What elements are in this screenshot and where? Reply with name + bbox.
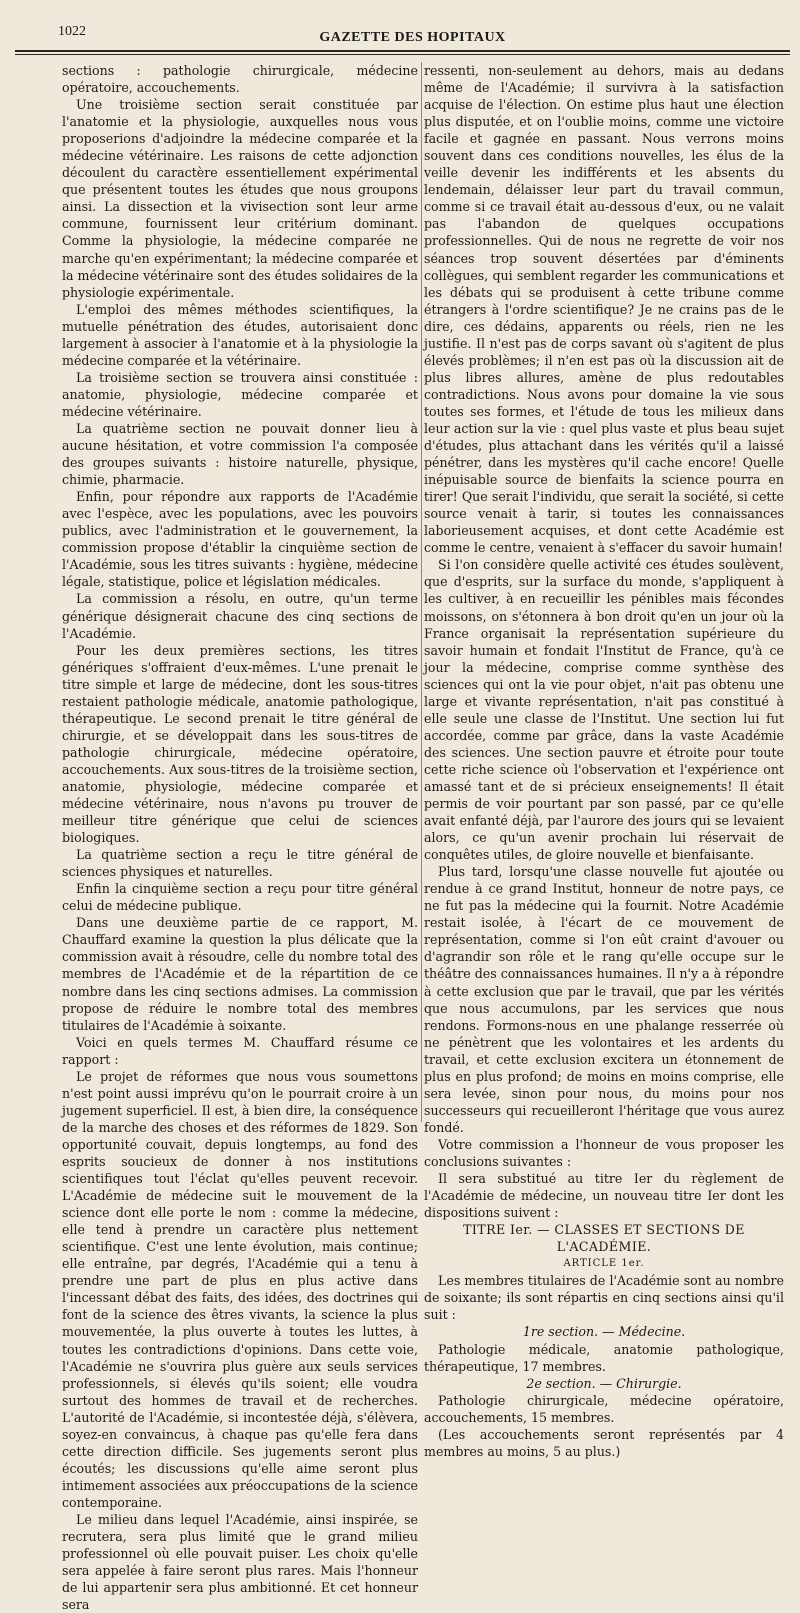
section-text: Pathologie médicale, anatomie pathologique, thérapeutique, 17 membres. — [424, 1341, 784, 1374]
paragraph: Le milieu dans lequel l'Académie, ainsi inspirée, se recrutera, sera plus limité que le grand milieu professionnel où elle pouvait puiser. Les choix qu'elle sera appelée à faire seront plus rares. Mais l'honneur de lui appartenir sera plus ambitionné. Et cet honneur sera — [62, 1511, 418, 1613]
paragraph: Une troisième section serait constituée par l'anatomie et la physiologie, auxquelles nous vous proposerions d'adjoindre la médecine comparée et la médecine vétérinaire. Les raisons de cette adjonction découlent du caractère essentiellement expérimental que présentent toutes les études que nous groupons ainsi. La dissection et la vivisection sont leur arme commune, fournissent leur critérium dominant. Comme la physiologie, la médecine comparée ne marche qu'en expérimentant; la médecine comparée et la médecine vétérinaire sont des études solidaires de la physiologie expérimentale. — [62, 97, 418, 300]
paragraph: Enfin, pour répondre aux rapports de l'Académie avec l'espèce, avec les populations, avec les pouvoirs publics, avec l'administration et le gouvernement, la commission propose d'établir la cinquième section de l'Académie, sous les titres suivants : hygiène, médecine légale, statistique, police et législation médicales. — [62, 489, 418, 590]
left-column — [62, 62, 418, 1613]
paragraph: La commission a résolu, en outre, qu'un terme générique désignerait chacune des cinq sections de l'Académie. — [62, 591, 418, 641]
section-heading-text: 2e section. — Chirurgie. — [526, 1375, 682, 1391]
paragraph: L'emploi des mêmes méthodes scientifiques, la mutuelle pénétration des études, autorisaient donc largement à associer à l'anatomie et à la physiologie la médecine comparée et la vétérinaire. — [62, 301, 418, 368]
paragraph: La quatrième section a reçu le titre général de sciences physiques et naturelles. — [62, 847, 418, 880]
header-rule-thin — [15, 54, 790, 55]
column-divider — [421, 62, 422, 1122]
section-text: Pathologie chirurgicale, médecine opératoire, accouchements, 15 membres. — [424, 1392, 784, 1425]
article-heading: ARTICLE 1er. — [563, 1258, 645, 1270]
paragraph: Pour les deux premières sections, les titres génériques s'offraient d'eux-mêmes. L'une prenait le titre simple et large de médecine, dont les sous-titres restaient pathologie médicale, anatomie pathologique, thérapeutique. Le second prenait le titre général de chirurgie, et se développait dans les sous-titres de pathologie chirurgicale, médecine opératoire, accouchements. Aux sous-titres de la troisième section, anatomie, physiologie, médecine comparée et médecine vétérinaire, nous n'avons pu trouver de meilleur titre générique que celui de sciences biologiques. — [62, 642, 418, 846]
article-text: Les membres titulaires de l'Académie sont au nombre de soixante; ils sont répartis en cinq sections ainsi qu'il suit : — [424, 1273, 784, 1323]
paragraph: Le projet de réformes que nous vous soumettons n'est point aussi imprévu qu'on le pourrait croire à un jugement superficiel. Il est, à bien dire, la conséquence de la marche des choses et des réformes de 1829. Son opportunité couvait, depuis longtemps, au fond des esprits soucieux de donner à nos institutions scientifiques tout l'éclat qu'elles peuvent recevoir. L'Académie de médecine suit le mouvement de la science dont elle porte le nom : comme la médecine, elle tend à prendre un caractère plus nettement scientifique. C'est une lente évolution, mais continue; elle entraîne, par degrés, l'Académie qui a tenu à prendre une part de plus en plus active dans l'incessant débat des faits, des idées, des doctrines qui font de la science des êtres vivants, la science la plus mouvementée, la plus ouverte à toutes les luttes, à toutes les contradictions d'opinions. Dans cette voie, l'Académie ne s'ouvrira plus guère aux seuls services professionnels, si élevés qu'ils soient; elle voudra surtout des hommes de travail et de recherches. L'autorité de l'Académie, si incontestée déjà, s'élèvera, soyez-en convaincus, à chaque pas qu'elle fera dans cette direction difficile. Ses jugements seront plus écoutés; les discussions qu'elle aime seront plus intimement associées aux préoccupations de la science contemporaine. — [62, 1068, 418, 1510]
paragraph: Plus tard, lorsqu'une classe nouvelle fut ajoutée ou rendue à ce grand Institut, honneur de notre pays, ce ne fut pas la médecine qui la fournit. Notre Académie restait isolée, à l'écart de ce mouvement de représentation, comme si l'on eût craint d'avouer ou d'agrandir son rôle et le rang qu'elle occupe sur le théâtre des connaissances humaines. Il n'y a à répondre à cette exclusion que par le travail, que par les vérités que nous accumulons, par les services que nous rendons. Formons-nous en une phalange resserrée où ne pénètrent que les volontaires et les ardents du travail, et cette exclusion excitera un étonnement de plus en plus profond; de moins en moins comprise, elle sera levée, sinon pour nous, du moins pour nos successeurs qui recueilleront l'héritage que vous aurez fondé. — [424, 864, 784, 1135]
titre-heading: TITRE Ier. — CLASSES ET SECTIONS DE L'ACADÉMIE. — [463, 1222, 745, 1255]
section-heading — [424, 1323, 784, 1340]
paragraph: Votre commission a l'honneur de vous proposer les conclusions suivantes : — [424, 1136, 784, 1169]
paragraph: Il sera substitué au titre Ier du règlement de l'Académie de médecine, un nouveau titre Ier dont les dispositions suivent : — [424, 1171, 784, 1221]
right-column — [424, 62, 784, 1460]
running-header — [40, 24, 785, 44]
paragraph: sections : pathologie chirurgicale, médecine opératoire, accouchements. — [62, 63, 418, 96]
paragraph: Dans une deuxième partie de ce rapport, M. Chauffard examine la question la plus délicate que la commission avait à résoudre, celle du nombre total des membres de l'Académie et de la répartition de ce nombre dans les cinq sections admises. La commission propose de réduire le nombre total des membres titulaires de l'Académie à soixante. — [62, 915, 418, 1033]
page-number: 1022 — [58, 24, 86, 39]
journal-title: GAZETTE DES HOPITAUX — [319, 30, 506, 45]
paragraph: ressenti, non-seulement au dehors, mais au dedans même de l'Académie; il survivra à la satisfaction acquise de l'élection. On estime plus haut une élection plus disputée, et on l'oublie moins, comme une victoire facile et gagnée en passant. Nous verrons moins souvent dans ces conditions nouvelles, les élus de la veille devenir les indifférents et les absents du lendemain, délaisser leur part du travail commun, comme si ce travail était au-dessous d'eux, ou ne valait pas l'abandon de quelques occupations professionnelles. Qui de nous ne regrette de voir nos séances trop souvent désertées par d'éminents collègues, qui semblent regarder les communications et les débats qui se produisent à cette tribune comme étrangers à l'ordre scientifique? Je ne crains pas de le dire, ces dédains, apparents ou réels, rien ne les justifie. Il n'est pas de corps savant où s'agitent de plus élevés problèmes; il n'en est pas où la discussion ait de plus libres allures, amène de plus redoutables contradictions. Nous avons pour domaine la vie sous toutes ses formes, et l'étude de tous les milieux dans leur action sur la vie : quel plus vaste et plus beau sujet d'études, plus attachant dans les vérités qu'il a laissé pénétrer, dans les mystères qu'il cache encore! Quelle inépuisable source de bienfaits la science pourra en tirer! Que serait l'individu, que serait la société, si cette source venait à tarir, si toutes les connaissances laborieusement acquises, et dont cette Académie est comme le centre, venaient à s'effacer du savoir humain! — [424, 63, 784, 556]
paragraph: La quatrième section ne pouvait donner lieu à aucune hésitation, et votre commission l'a composée des groupes suivants : histoire naturelle, physique, chimie, pharmacie. — [62, 420, 418, 488]
note: (Les accouchements seront représentés par 4 membres au moins, 5 au plus.) — [424, 1426, 784, 1459]
paragraph: Si l'on considère quelle activité ces études soulèvent, que d'esprits, sur la surface du monde, s'appliquent à les cultiver, à en recueillir les pénibles mais fécondes moissons, on s'étonnera à bon droit qu'en un jour où la France organisait la représentation supérieure du savoir humain et fondait l'Institut de France, qu'à ce jour la médecine, comprise comme synthèse des sciences qui ont la vie pour objet, n'ait pas obtenu une large et vivante représentation, n'ait pas constitué à elle seule une classe de l'Institut. Une section lui fut accordée, comme par grâce, dans la vaste Académie des sciences. Une section pauvre et étroite pour toute cette riche science où l'observation et l'expérience ont amassé tant et de si précieux enseignements! Il était permis de voir pourtant par son passé, par ce qu'elle avait enfanté déjà, par l'aurore des jours qui se levaient alors, ce qu'un avenir prochain lui réservait de conquêtes utiles, de gloire nouvelle et bienfaisante. — [424, 557, 784, 863]
section-heading-text: 1re section. — Médecine. — [522, 1324, 686, 1340]
paragraph: Voici en quels termes M. Chauffard résume ce rapport : — [62, 1034, 418, 1067]
paragraph: La troisième section se trouvera ainsi constituée : anatomie, physiologie, médecine comparée et médecine vétérinaire. — [62, 369, 418, 419]
section-heading — [424, 1375, 784, 1392]
paragraph: Enfin la cinquième section a reçu pour titre général celui de médecine publique. — [62, 881, 418, 914]
header-rule — [15, 50, 790, 52]
